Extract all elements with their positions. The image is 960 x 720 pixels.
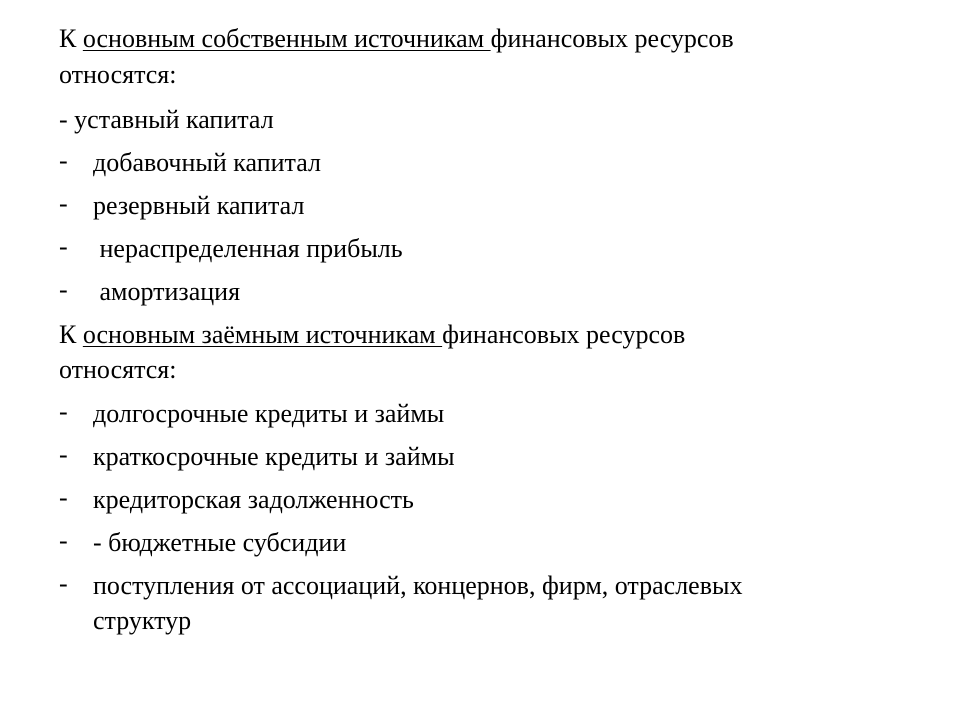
bullet-dash: - <box>59 569 68 598</box>
bullet-dash: - <box>59 483 68 512</box>
borrowed-heading-suffix: финансовых ресурсов <box>442 320 686 349</box>
own-heading-prefix: К <box>59 24 83 53</box>
own-sources-heading-line2: относятся: <box>59 60 177 89</box>
bullet-dash: - <box>59 526 68 555</box>
borrowed-item: долгосрочные кредиты и займы <box>93 399 445 428</box>
bullet-dash: - <box>59 275 68 304</box>
borrowed-item: - бюджетные субсидии <box>93 528 347 557</box>
own-item: нераспределенная прибыль <box>93 234 403 263</box>
bullet-dash: - <box>59 189 68 218</box>
own-item: добавочный капитал <box>93 148 321 177</box>
own-item: резервный капитал <box>93 191 305 220</box>
bullet-dash: - <box>59 232 68 261</box>
borrowed-heading-prefix: К <box>59 320 83 349</box>
own-heading-suffix: финансовых ресурсов <box>490 24 734 53</box>
borrowed-sources-heading-line2: относятся: <box>59 355 177 384</box>
borrowed-item-last: поступления от ассоциаций, концернов, фирм, отраслевых <box>93 571 743 600</box>
own-item: амортизация <box>93 277 241 306</box>
borrowed-item: краткосрочные кредиты и займы <box>93 442 455 471</box>
own-sources-heading <box>59 22 734 56</box>
bullet-dash: - <box>59 146 68 175</box>
borrowed-item: кредиторская задолженность <box>93 485 414 514</box>
bullet-dash: - <box>59 440 68 469</box>
own-heading-underlined: основным собственным источникам <box>82 24 491 53</box>
own-item-charter-capital: - уставный капитал <box>59 105 274 134</box>
bullet-dash: - <box>59 397 68 426</box>
borrowed-item-last-continuation: структур <box>93 606 192 635</box>
borrowed-sources-heading <box>59 318 685 352</box>
borrowed-heading-underlined: основным заёмным источникам <box>82 320 443 349</box>
